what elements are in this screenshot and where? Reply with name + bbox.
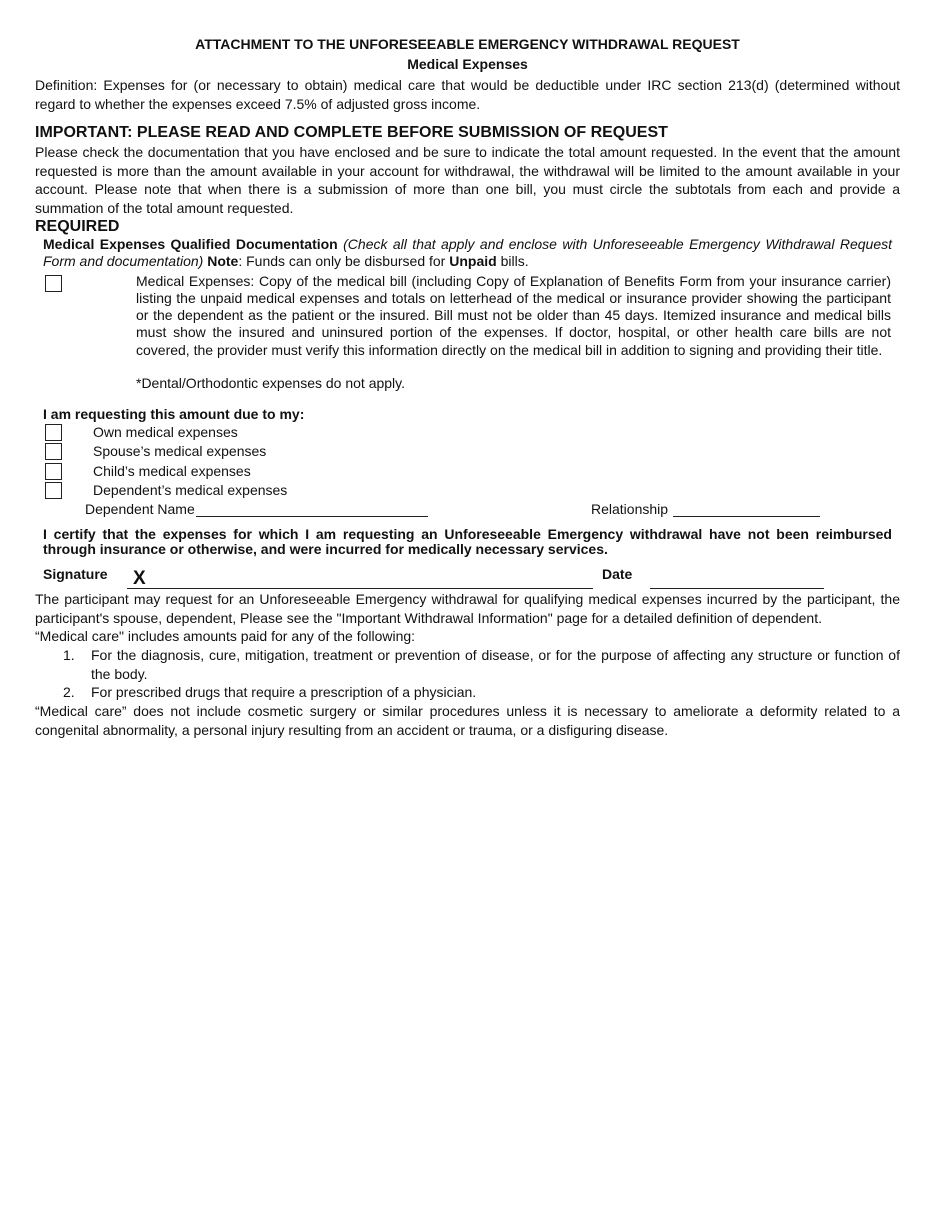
- documentation-label: Medical Expenses Qualified Documentation: [43, 235, 338, 252]
- list-item-number: 2.: [63, 684, 75, 701]
- note-label: Note: [207, 253, 239, 270]
- child-medical-checkbox[interactable]: [45, 463, 62, 480]
- medical-care-intro: “Medical care" includes amounts paid for any of the following:: [35, 628, 416, 645]
- required-heading: REQUIRED: [35, 217, 120, 235]
- medical-care-list: [35, 646, 900, 702]
- date-label: Date: [602, 565, 633, 582]
- dependent-medical-label: Dependent’s medical expenses: [93, 482, 288, 499]
- own-medical-label: Own medical expenses: [93, 423, 238, 440]
- certification-statement: I certify that the expenses for which I am requesting an Unforeseeable Emergency withdrawal have not been reimbursed through insurance or otherwise, and were incurred for medically necessary services.: [43, 525, 892, 558]
- date-field[interactable]: [650, 566, 824, 589]
- form-page: [35, 34, 900, 739]
- own-medical-checkbox[interactable]: [45, 424, 62, 441]
- requesting-heading: I am requesting this amount due to my:: [43, 405, 305, 422]
- dependent-line: [35, 501, 900, 519]
- relationship-label: Relationship: [591, 500, 669, 517]
- option-child: [43, 462, 900, 482]
- requesting-options: [43, 423, 900, 501]
- relationship-field[interactable]: [673, 501, 820, 517]
- form-subtitle: Medical Expenses: [407, 56, 528, 72]
- option-spouse: [43, 442, 900, 462]
- list-item-text: For the diagnosis, cure, mitigation, treatment or prevention of disease, or for the purpose of affecting any structure or function of the body.: [91, 646, 900, 682]
- participant-text: The participant may request for an Unforeseeable Emergency withdrawal for qualifying medical expenses incurred by the participant, the participant's spouse, dependent, Please see the "Important Withdrawal Information" page for a detailed definition of dependent.: [35, 590, 900, 626]
- note-bold: Unpaid: [449, 253, 497, 270]
- documentation-italic: (Check all that apply and enclose with Unforeseeable Emergency Withdrawal Request Form and documentation): [43, 235, 892, 270]
- medical-expenses-text: Medical Expenses: Copy of the medical bill (including Copy of Explanation of Benefits Form from your insurance carrier) listing the unpaid medical expenses and totals on letterhead of the medical or insurance provider showing the participant or the dependent as the patient or the insured. Bill must not be older than 45 days. Itemized insurance and medical bills must show the insured and uninsured portion of the expenses. If doctor, hospital, or other health care bills are not covered, the provider must verify this information directly on the medical bill in addition to signing and providing their title.: [136, 272, 891, 358]
- child-medical-label: Child’s medical expenses: [93, 462, 251, 479]
- note-text: : Funds can only be disbursed for: [238, 253, 450, 270]
- option-own: [43, 423, 900, 443]
- list-item: [35, 683, 900, 702]
- important-text: Please check the documentation that you have enclosed and be sure to indicate the total amount requested. In the event that the amount requested is more than the amount available in your account for withdrawal, the withdrawal will be limited to the amount available in your account. Please note that when there is a submission of more than one bill, you must circle the subtotals from each and provide a summation of the total amount requested.: [35, 144, 900, 216]
- dependent-name-field[interactable]: [196, 501, 428, 517]
- note-end: bills.: [496, 253, 529, 270]
- list-item-number: 1.: [63, 646, 75, 663]
- form-title: ATTACHMENT TO THE UNFORESEEABLE EMERGENCY WITHDRAWAL REQUEST: [195, 36, 740, 52]
- list-item: [35, 646, 900, 684]
- signature-field[interactable]: [127, 566, 593, 589]
- signature-row: [35, 566, 900, 600]
- option-dependent: [43, 481, 900, 501]
- important-heading: IMPORTANT: PLEASE READ AND COMPLETE BEFORE SUBMISSION OF REQUEST: [35, 124, 668, 142]
- dependent-name-label: Dependent Name: [85, 500, 195, 517]
- medical-expenses-checkbox[interactable]: [45, 275, 62, 292]
- dependent-medical-checkbox[interactable]: [45, 482, 62, 499]
- definition-text: Definition: Expenses for (or necessary to obtain) medical care that would be deductible under IRC section 213(d) (determined without regard to whether the expenses exceed 7.5% of adjusted gross income.: [35, 77, 900, 112]
- medical-expenses-option: [35, 273, 900, 401]
- list-item-text: For prescribed drugs that require a prescription of a physician.: [91, 684, 477, 701]
- spouse-medical-label: Spouse’s medical expenses: [93, 443, 267, 460]
- signature-label: Signature: [43, 565, 108, 582]
- exclusion-text: “Medical care” does not include cosmetic surgery or similar procedures unless it is necessary to ameliorate a deformity related to a congenital abnormality, a personal injury resulting from an accident or trauma, or a disfiguring disease.: [35, 703, 900, 738]
- documentation-instructions: [43, 236, 892, 271]
- spouse-medical-checkbox[interactable]: [45, 443, 62, 460]
- signature-x-mark: X: [133, 567, 146, 589]
- dental-note: *Dental/Orthodontic expenses do not apply.: [136, 374, 406, 391]
